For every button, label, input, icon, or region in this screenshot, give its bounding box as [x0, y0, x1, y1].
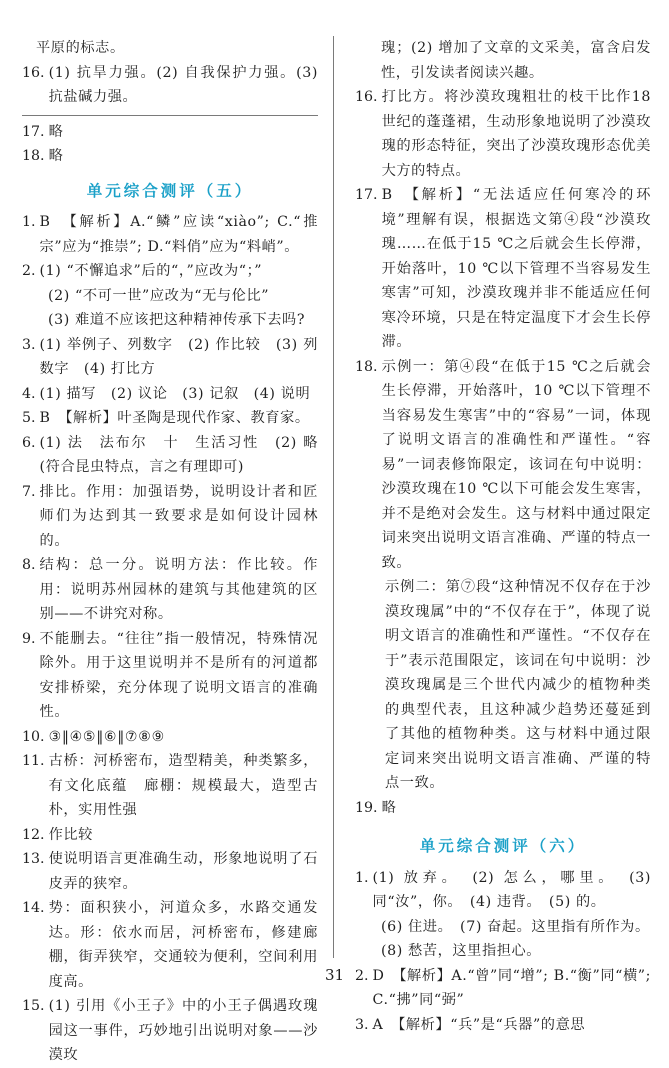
answer-text: (1) 举例子、列数字 (2) 作比较 (3) 列数字 (4) 打比方 [39, 336, 318, 377]
answer-18 [22, 144, 318, 169]
answer-text: (1) 法 法布尔 十 生活习性 (2) 略 (符合昆虫特点，言之有理即可) [39, 434, 318, 475]
answer-1-unit-6 [355, 866, 651, 915]
answer-number: 9. [22, 630, 36, 647]
answer-text: 示例一：第④段“在低于15 ℃之后就会生长停滞，开始落叶，10 ℃以下管理不当容易发生寒害”中的“容易”一词，体现了说明文语言的准确性和严谨性。“容易”一词表修饰限定，该词在句中说明：沙漠玫瑰在10 ℃以下可能会发生寒害，并不是绝对会发生。这与材料中通过限定词来突出说明文语言准确、严谨的特点一致。 [381, 358, 651, 571]
answer-4 [22, 382, 318, 407]
separator-line [22, 115, 318, 116]
answer-17-unit-5 [355, 183, 651, 355]
answer-number: 17. [22, 123, 45, 140]
answer-number: 3. [355, 1016, 369, 1033]
answer-15-continued: 瑰；(2) 增加了文章的文采美，富含启发性，引发读者阅读兴趣。 [381, 40, 651, 81]
answer-text: 排比。作用：加强语势，说明设计者和匠师们为达到其一致要求是如何设计园林的。 [39, 483, 318, 549]
answer-number: 10. [22, 728, 45, 745]
answer-13 [22, 847, 318, 896]
answer-number: 17. [355, 187, 378, 203]
answer-7 [22, 480, 318, 554]
answer-text: 使说明语言更准确生动，形象地说明了石皮弄的狭窄。 [48, 851, 318, 892]
answer-number: 18. [355, 358, 378, 375]
answer-text: 结构：总一分。说明方法：作比较。作用：说明苏州园林的建筑与其他建筑的区别——不讲究对称。 [39, 557, 318, 622]
answer-3-unit-6 [355, 1013, 651, 1038]
answer-3 [22, 333, 318, 382]
answer-number: 7. [22, 483, 36, 500]
answer-text: 略 [48, 148, 64, 164]
answer-2-line-3: (3) 难道不应该把这种精神传承下去吗? [48, 312, 306, 328]
answer-number: 1. [355, 869, 369, 886]
answer-1-line-2: (6) 住进。 (7) 奋起。这里指有所作为。 [381, 918, 650, 935]
answer-number: 14. [22, 900, 45, 916]
answer-11 [22, 749, 318, 823]
answer-number: 16. [22, 64, 45, 81]
answer-text: 作比较 [48, 826, 93, 843]
answer-number: 6. [22, 434, 36, 451]
answer-1 [22, 210, 318, 259]
column-divider [333, 36, 334, 958]
answer-15 [22, 994, 318, 1068]
section-heading-unit-5: 单元综合测评（五） [86, 181, 254, 200]
right-column [355, 36, 651, 1037]
answer-text: (1) 放弃。 (2) 怎么，哪里。 (3) 同“汝”，你。 (4) 违背。 (5) 的。 [372, 869, 651, 910]
answer-text: (1) 引用《小王子》中的小王子偶遇玫瑰园这一事件，巧妙地引出说明对象——沙漠玫 [48, 998, 318, 1063]
answer-text: 古桥：河桥密布，造型精美，种类繁多，有文化底蕴 廊棚：规模最大，造型古朴，实用性强 [48, 753, 318, 818]
answer-number: 2. [22, 263, 36, 279]
answer-10 [22, 725, 318, 750]
answer-text: 势：面积狭小，河道众多，水路交通发达。形：依水而居，河桥密布，修建廊棚，街弄狭窄，交通较为便利，空间利用度高。 [48, 900, 318, 990]
answer-number: 11. [22, 753, 45, 769]
answer-16-unit-5 [355, 85, 651, 183]
answer-number: 1. [22, 214, 36, 230]
answer-text: B 【解析】叶圣陶是现代作家、教育家。 [39, 410, 310, 426]
answer-1-line-3: (8) 愁苦，这里指担心。 [381, 943, 542, 959]
page-number: 31 [324, 966, 345, 984]
answer-5 [22, 406, 318, 431]
answer-6 [22, 431, 318, 480]
answer-number: 13. [22, 851, 45, 867]
answer-number: 3. [22, 336, 36, 353]
answer-12 [22, 823, 318, 848]
answer-intro: 平原的标志。 [36, 40, 125, 56]
answer-17 [22, 120, 318, 145]
section-heading-unit-6: 单元综合测评（六） [419, 837, 587, 855]
answer-number: 8. [22, 557, 36, 573]
answer-8 [22, 553, 318, 627]
answer-19-unit-5 [355, 796, 651, 821]
answer-9 [22, 627, 318, 725]
answer-text: 不能删去。“往往”指一般情况，特殊情况除外。用于这里说明并不是所有的河道都安排桥梁，充分体现了说明文语言的准确性。 [39, 630, 318, 720]
answer-number: 19. [355, 799, 378, 816]
answer-text: D 【解析】A.“曾”同“增”; B.“衡”同“横”; C.“拂”同“弼” [372, 967, 651, 1008]
answer-18-unit-5 [355, 355, 651, 576]
answer-number: 5. [22, 410, 36, 426]
answer-text: A 【解析】“兵”是“兵器”的意思 [372, 1016, 586, 1033]
answer-number: 2. [355, 967, 369, 984]
answer-2 [22, 259, 318, 284]
answer-text: (1) 抗旱力强。(2) 自我保护力强。(3) 抗盐碱力强。 [48, 64, 318, 105]
answer-text: B 【解析】“无法适应任何寒冷的环境”理解有误，根据选文第④段“沙漠玫瑰……在低于15 ℃之后就会生长停滞，开始落叶，10 ℃以下管理不当容易发生寒害”可知，沙漠玫瑰并非不能适应任何寒冷环境，只是在特定温度下才会生长停滞。 [381, 187, 651, 350]
answer-number: 15. [22, 998, 45, 1014]
answer-2-line-2: (2) “不可一世”应改为“无与伦比” [48, 287, 270, 304]
answer-number: 4. [22, 385, 36, 402]
answer-text: 略 [48, 123, 64, 140]
answer-text: 略 [381, 799, 397, 816]
answer-number: 12. [22, 826, 45, 843]
left-column [22, 36, 318, 1068]
answer-text: (1) 描写 (2) 议论 (3) 记叙 (4) 说明 [39, 385, 311, 402]
answer-text: B 【解析】A.“鳞”应读“xiào”; C.“推宗”应为“推崇”; D.“料俏”应为“料峭”。 [39, 214, 318, 255]
answer-text: (1) “不懈追求”后的“，”应改为“；” [39, 263, 263, 279]
answer-18-example-2: 示例二：第⑦段“这种情况不仅存在于沙漠玫瑰属”中的“不仅存在于”，体现了说明文语言的准确性和严谨性。“不仅存在于”表示范围限定，该词在句中说明：沙漠玫瑰属是三个世代内减少的植物种类的典型代表，且这种减少趋势还蔓延到了其他的植物种类。这与材料中通过限定词来突出说明文语言准确、严谨的特点一致。 [385, 579, 651, 791]
answer-text: ③‖④⑤‖⑥‖⑦⑧⑨ [48, 728, 165, 745]
answer-number: 16. [355, 89, 378, 105]
answer-text: 打比方。将沙漠玫瑰粗壮的枝干比作18世纪的蓬蓬裙，生动形象地说明了沙漠玫瑰的形态特征，突出了沙漠玫瑰形态优美大方的特点。 [381, 89, 651, 179]
answer-16 [22, 61, 318, 110]
answer-number: 18. [22, 148, 45, 164]
